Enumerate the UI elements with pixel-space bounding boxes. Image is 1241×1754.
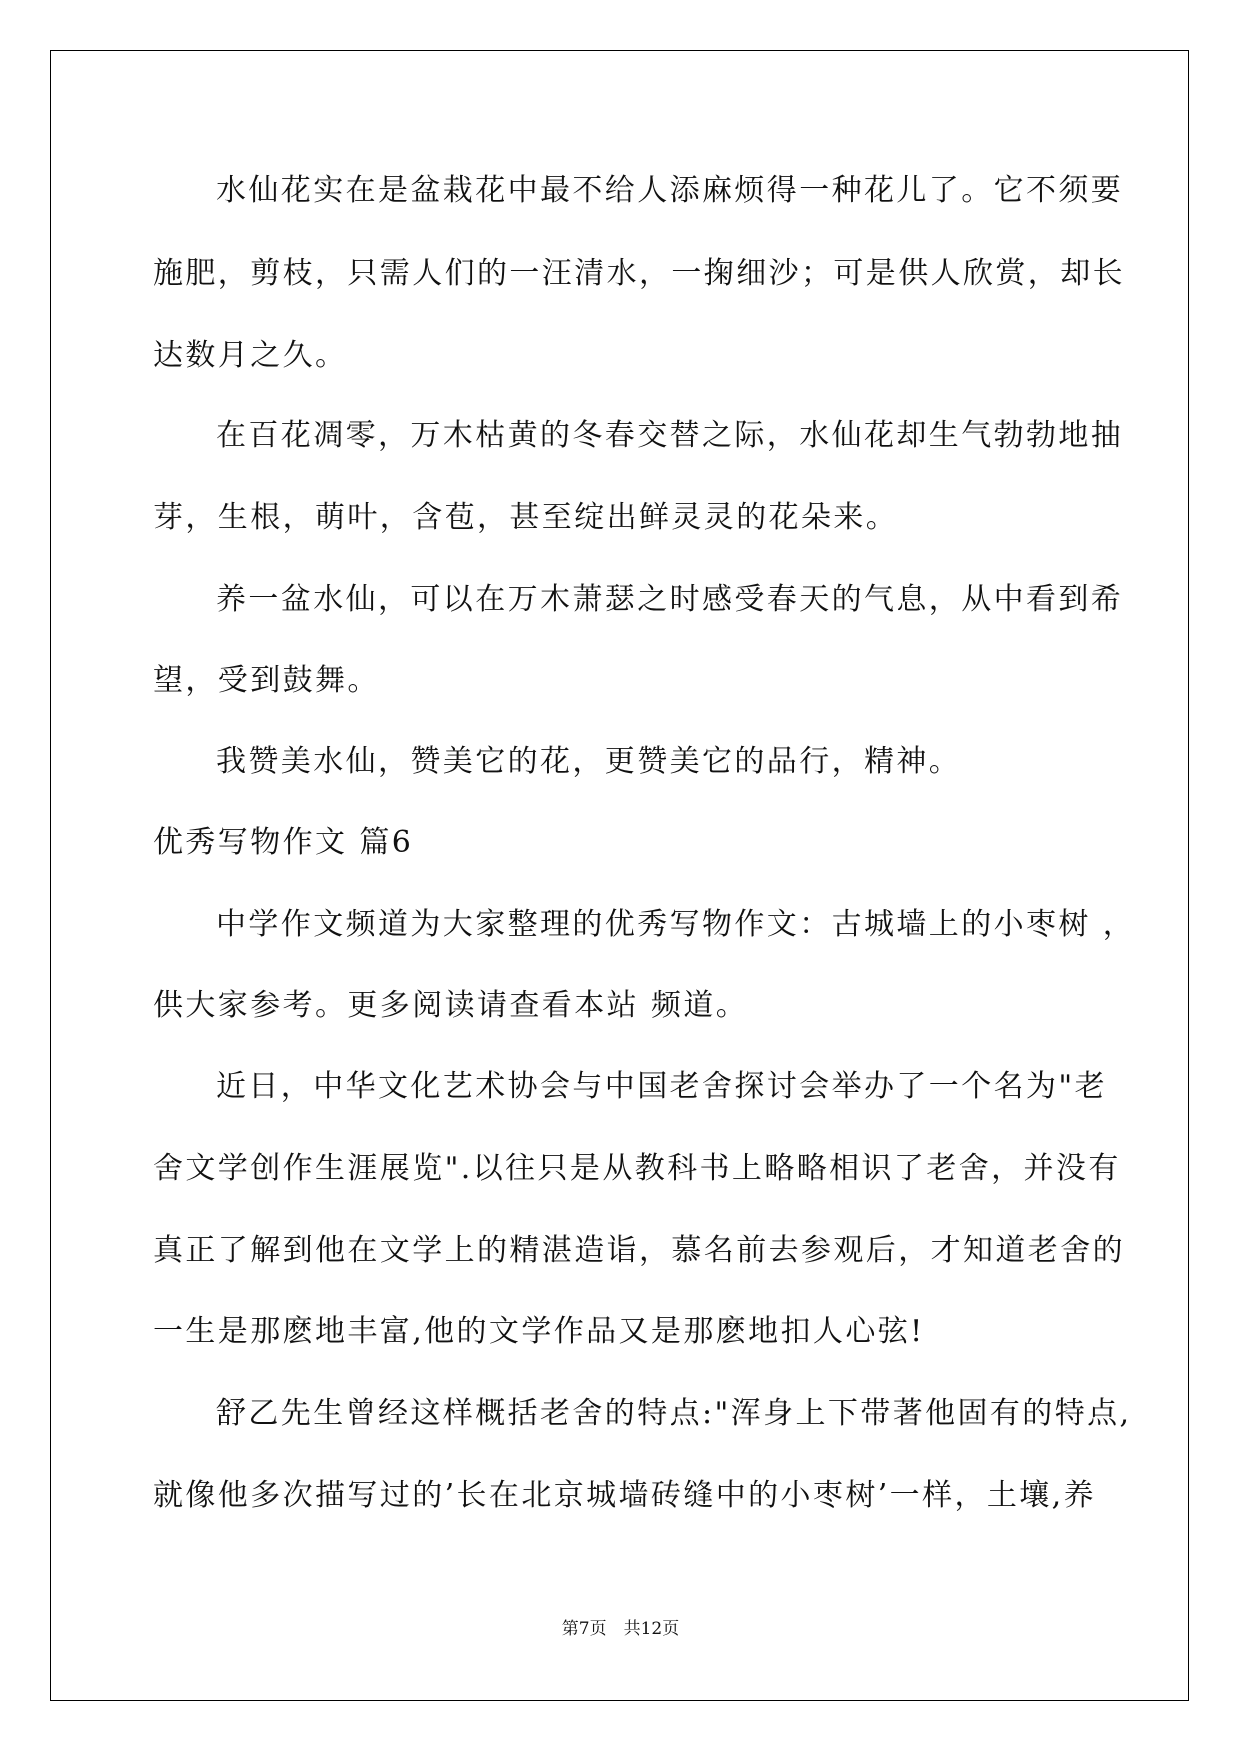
paragraph-line: 在百花凋零，万木枯黄的冬春交替之际，水仙花却生气勃勃地抽 <box>216 418 1124 453</box>
paragraph-line: 就像他多次描写过的’长在北京城墙砖缝中的小枣树’一样，土壤,养 <box>153 1478 1097 1513</box>
paragraph-line: 我赞美水仙，赞美它的花，更赞美它的品行，精神。 <box>216 744 962 779</box>
page-footer: 第7页 共12页 <box>561 1619 680 1639</box>
paragraph-line: 水仙花实在是盆栽花中最不给人添麻烦得一种花儿了。它不须要 <box>216 173 1124 208</box>
paragraph-line: 施肥，剪枝，只需人们的一汪清水，一掬细沙；可是供人欣赏，却长 <box>153 256 1125 291</box>
paragraph-line: 望，受到鼓舞。 <box>153 663 380 698</box>
paragraph-line: 中学作文频道为大家整理的优秀写物作文：古城墙上的小枣树 ， <box>216 907 1136 942</box>
paragraph-line: 近日，中华文化艺术协会与中国老舍探讨会举办了一个名为"老 <box>216 1069 1107 1104</box>
paragraph-line: 一生是那麽地丰富,他的文学作品又是那麽地扣人心弦! <box>153 1314 925 1349</box>
paragraph-line: 芽，生根，萌叶，含苞，甚至绽出鲜灵灵的花朵来。 <box>153 500 899 535</box>
paragraph-line: 真正了解到他在文学上的精湛造诣，慕名前去参观后，才知道老舍的 <box>153 1233 1125 1268</box>
page-border <box>50 50 1189 1701</box>
paragraph-line: 舍文学创作生涯展览".以往只是从教科书上略略相识了老舍，并没有 <box>153 1151 1121 1186</box>
paragraph-line: 达数月之久。 <box>153 338 348 373</box>
section-heading: 优秀写物作文 篇6 <box>153 825 414 860</box>
paragraph-line: 舒乙先生曾经这样概括老舍的特点:"浑身上下带著他固有的特点, <box>216 1396 1132 1431</box>
paragraph-line: 供大家参考。更多阅读请查看本站 频道。 <box>153 988 749 1023</box>
paragraph-line: 养一盆水仙，可以在万木萧瑟之时感受春天的气息，从中看到希 <box>216 582 1124 617</box>
